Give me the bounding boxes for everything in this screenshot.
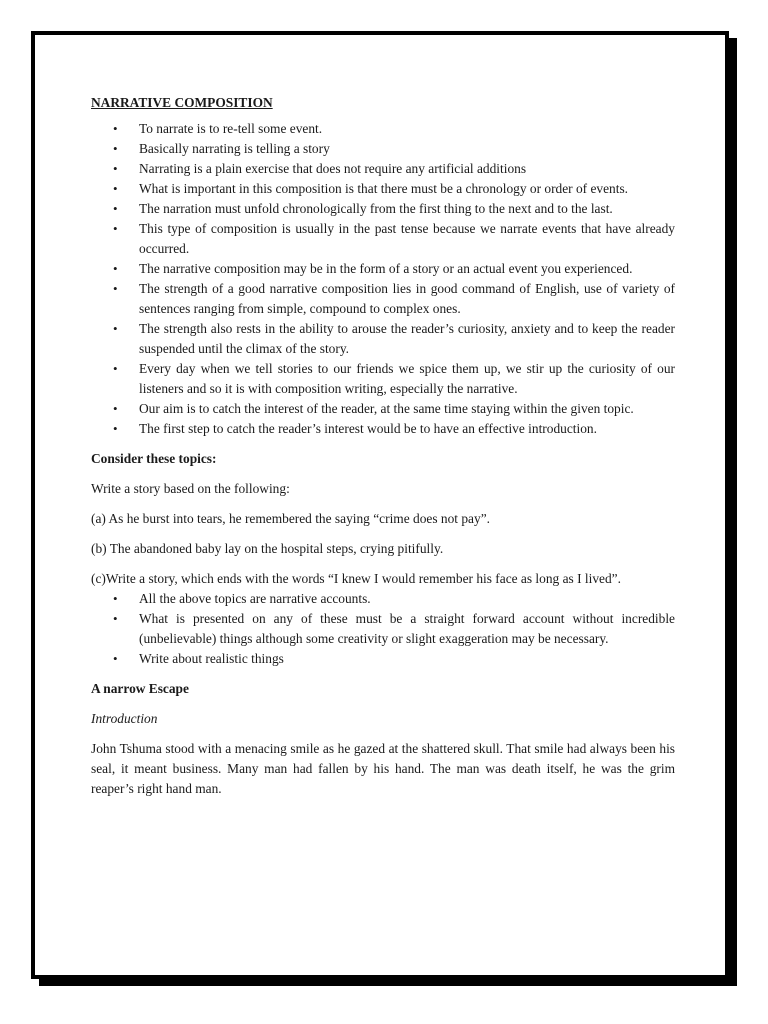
bullet-item: • The first step to catch the reader’s interest would be to have an effective introduction.	[91, 419, 675, 439]
bullet-item: • What is important in this composition is that there must be a chronology or order of events.	[91, 179, 675, 199]
intro-text: John Tshuma stood with a menacing smile as he gazed at the shattered skull. That smile had always been his seal, it meant business. Many man had fallen by his hand. The man was death itself, he was the grim reaper’s right hand man.	[91, 741, 675, 796]
bullet-item: • Narrating is a plain exercise that does not require any artificial additions	[91, 159, 675, 179]
topics-bullet-list	[91, 589, 675, 669]
bullet-item: • This type of composition is usually in the past tense because we narrate events that have already occurred.	[91, 219, 675, 259]
topics-heading: Consider these topics:	[91, 451, 217, 466]
document-content	[91, 93, 675, 799]
document-title: NARRATIVE COMPOSITION	[91, 95, 273, 110]
bullet-item: • What is presented on any of these must be a straight forward account without incredible (unbelievable) things although some creativity or slight exaggeration may be necessary.	[91, 609, 675, 649]
bullet-item: • Every day when we tell stories to our friends we spice them up, we stir up the curiosity of our listeners and so it is with composition writing, especially the narrative.	[91, 359, 675, 399]
bullet-item: • To narrate is to re-tell some event.	[91, 119, 675, 139]
document-page	[31, 31, 729, 979]
bullet-item: • The narration must unfold chronologically from the first thing to the next and to the last.	[91, 199, 675, 219]
bullet-item: • Write about realistic things	[91, 649, 675, 669]
story-title: A narrow Escape	[91, 681, 189, 696]
bullet-item: • The strength of a good narrative composition lies in good command of English, use of variety of sentences ranging from simple, compound to complex ones.	[91, 279, 675, 319]
bullet-item: • Basically narrating is telling a story	[91, 139, 675, 159]
topic-c: (c)Write a story, which ends with the words “I knew I would remember his face as long as I lived”.	[91, 571, 621, 586]
topic-b: (b) The abandoned baby lay on the hospital steps, crying pitifully.	[91, 541, 444, 556]
bullet-item: • All the above topics are narrative accounts.	[91, 589, 675, 609]
write-prompt: Write a story based on the following:	[91, 481, 290, 496]
bullet-item: • The strength also rests in the ability to arouse the reader’s curiosity, anxiety and to keep the reader suspended until the climax of the story.	[91, 319, 675, 359]
intro-label: Introduction	[91, 711, 158, 726]
bullet-item: • Our aim is to catch the interest of the reader, at the same time staying within the given topic.	[91, 399, 675, 419]
topic-a: (a) As he burst into tears, he remembered the saying “crime does not pay”.	[91, 511, 490, 526]
bullet-item: • The narrative composition may be in the form of a story or an actual event you experienced.	[91, 259, 675, 279]
narrative-bullet-list	[91, 119, 675, 439]
